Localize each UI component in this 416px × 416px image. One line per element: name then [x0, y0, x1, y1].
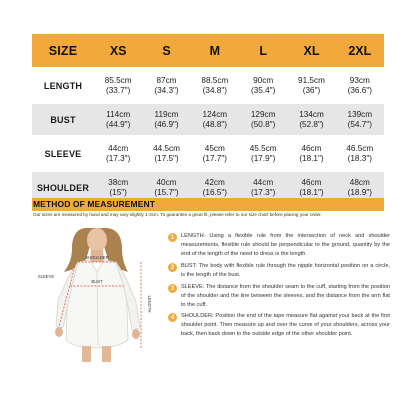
table-cell: 46cm (18.1"): [299, 177, 324, 197]
step-number-4: 4: [168, 313, 177, 322]
right-leg: [102, 346, 111, 362]
step-shoulder: [168, 312, 390, 338]
table-cell: 139cm (54.7"): [347, 109, 373, 129]
step-text-shoulder: SHOULDER: Position the end of the tape measure flat against your back at the first shoulder point. Then measure up and over the curve of your shoulders, across your back, then back down to the outside edge of the other shoulder point.: [181, 313, 390, 337]
table-row-sleeve: [32, 138, 384, 169]
table-row-bust: [32, 104, 384, 135]
row-label-shoulder: SHOULDER: [36, 182, 90, 193]
table-cell: 46.5cm (18.3"): [346, 143, 374, 163]
table-cell: 91.5cm (36"): [298, 75, 325, 95]
size-header-m: M: [209, 43, 221, 58]
face-shape: [87, 228, 107, 252]
step-number-3: 3: [168, 284, 177, 293]
table-cell: 44cm (17.3"): [251, 177, 276, 197]
row-label-bust: BUST: [50, 114, 76, 125]
left-leg: [82, 346, 91, 362]
table-cell: 114cm (44.9"): [106, 109, 131, 129]
step-bust: [168, 262, 390, 280]
figure-label-length: LENGTH: [147, 295, 152, 313]
step-text-bust: BUST: The body with flexible rule through the nipple horizontal position on a circle, is the length of the bust.: [181, 263, 390, 278]
table-cell: 45cm (17.7"): [202, 143, 227, 163]
step-length: [168, 232, 390, 258]
method-title: METHOD OF MEASUREMENT: [33, 199, 156, 209]
table-cell: 44cm (17.3"): [106, 143, 131, 163]
table-cell: 129cm (50.8"): [250, 109, 276, 129]
table-cell: 38cm (15"): [108, 177, 129, 197]
step-number-2: 2: [168, 263, 177, 272]
row-label-length: LENGTH: [43, 80, 83, 91]
model-shirt-illustration: [28, 222, 168, 362]
table-cell: 42cm (16.5"): [202, 177, 227, 197]
table-cell: 124cm (48.8"): [202, 109, 228, 129]
table-cell: 85.5cm (33.7"): [104, 75, 132, 95]
table-cell: 87cm (34.3"): [154, 75, 179, 95]
table-cell: 90cm (35.4"): [251, 75, 276, 95]
step-sleeve: [168, 283, 390, 309]
right-hand: [132, 329, 140, 339]
table-cell: 93cm (36.6"): [347, 75, 372, 95]
step-text-length: LENGTH: Using a flexible rule from the intersection of neck and shoulder measurements, flexible rule should be perpendicular to the ground, quantity by the end of the length of the need to dress is the length.: [181, 233, 390, 257]
size-header-xl: XL: [303, 43, 320, 58]
table-cell: 134cm (52.8"): [299, 109, 324, 129]
table-row-length: [32, 70, 384, 101]
size-header-2xl: 2XL: [348, 43, 372, 58]
size-chart-table: [32, 34, 384, 206]
size-header-xs: XS: [109, 43, 127, 58]
size-header-l: L: [259, 43, 267, 58]
table-cell: 40cm (15.7"): [154, 177, 179, 197]
row-label-sleeve: SLEEVE: [44, 148, 82, 159]
size-header-row: [32, 34, 384, 67]
table-cell: 44.5cm (17.5"): [153, 143, 180, 163]
measurement-note: Our sizes are measured by hand and may vary slightly 1-3cm. To guarantee a great fit, please refer to our size chart before placing your order.: [33, 212, 322, 217]
figure-label-sleeve: SLEEVE: [37, 274, 55, 279]
table-cell: 46cm (18.1"): [299, 143, 324, 163]
size-header-s: S: [162, 43, 171, 58]
left-hand: [55, 327, 63, 337]
figure-label-bust: BUST: [91, 279, 103, 284]
table-cell: 119cm (46.9"): [154, 109, 179, 129]
figure-label-shoulder: SHOULDER: [85, 255, 109, 260]
table-cell: 88.5cm (34.8"): [201, 75, 229, 95]
size-header-label: SIZE: [48, 43, 78, 58]
step-text-sleeve: SLEEVE: The distance from the shoulder seam to the cuff, starting from the position of the shoulder and the line between the sleeves, and the distance from the arm flat to the cuff.: [181, 284, 390, 308]
table-cell: 48cm (18.9"): [347, 177, 372, 197]
table-cell: 45.5cm (17.9"): [249, 143, 277, 163]
step-number-1: 1: [168, 233, 177, 242]
